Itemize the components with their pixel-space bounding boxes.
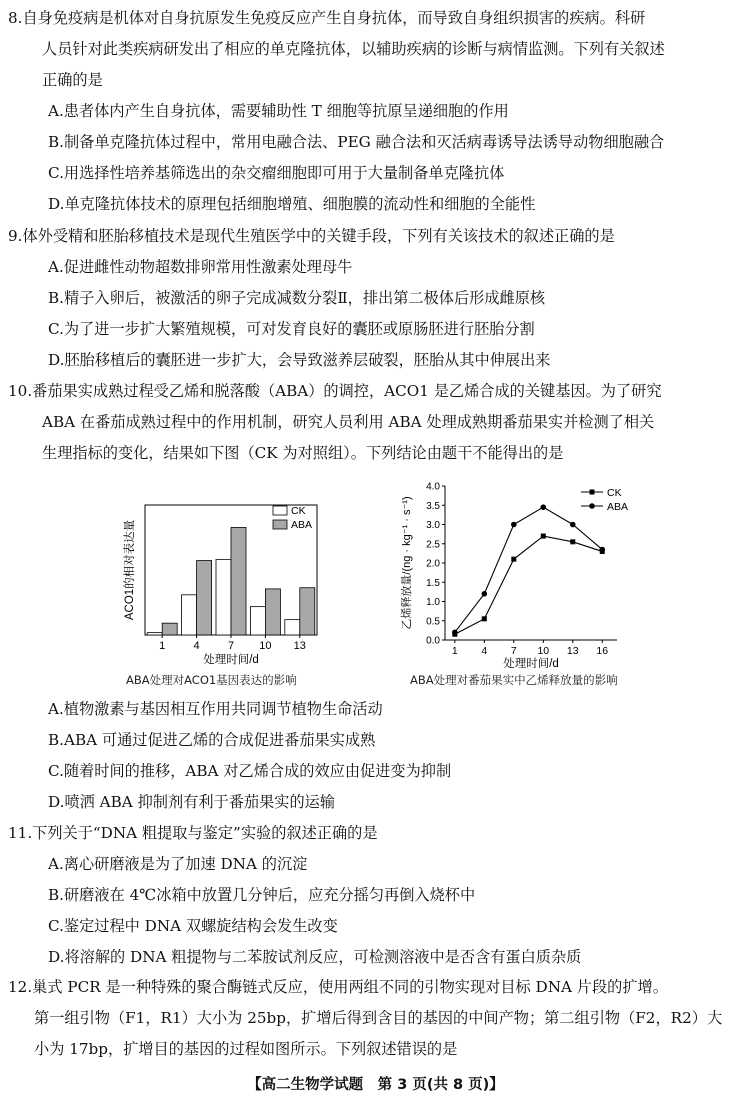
point-aba-10	[540, 504, 546, 510]
x-tick-label: 13	[566, 645, 579, 657]
q10-stem-line: 生理指标的变化，结果如下图（CK 为对照组）。下列结论由题干不能得出的是	[42, 444, 564, 462]
y-tick-label: 4.0	[426, 481, 440, 493]
question-8	[8, 3, 743, 220]
point-aba-13	[570, 522, 576, 528]
point-aba-1	[452, 630, 458, 636]
q11-stem-line: 11.下列关于“DNA 粗提取与鉴定”实验的叙述正确的是	[8, 824, 378, 842]
q10-option-d: D.喷洒 ABA 抑制剂有利于番茄果实的运输	[48, 793, 336, 811]
x-tick-label: 1	[159, 640, 166, 652]
series-line-aba	[455, 507, 602, 632]
q10-option-b: B.ABA 可通过促进乙烯的合成促进番茄果实成熟	[48, 731, 376, 749]
line-chart-caption: ABA处理对番茄果实中乙烯释放量的影响	[410, 673, 618, 687]
y-tick-label: 3.0	[426, 520, 440, 531]
y-tick-label: 1.0	[426, 597, 440, 608]
x-axis-label: 处理时间/d	[203, 654, 259, 665]
point-ck-13	[570, 539, 575, 544]
bar-ck-1	[147, 633, 162, 635]
legend-swatch-ck	[273, 506, 287, 515]
question-10-options	[8, 694, 743, 818]
bar-aba-4	[197, 561, 212, 635]
y-axis-label: 乙烯释放量/(ng · kg⁻¹ · s⁻¹)	[401, 496, 413, 630]
y-tick-label: 0.0	[426, 635, 440, 647]
q8-option-d: D.单克隆抗体技术的原理包括细胞增殖、细胞膜的流动性和细胞的全能性	[48, 195, 536, 213]
x-tick-label: 10	[259, 640, 272, 652]
bar-ck-4	[182, 595, 197, 635]
y-tick-label: 2.5	[426, 539, 440, 551]
bar-chart-caption: ABA处理对ACO1基因表达的影响	[126, 673, 297, 687]
ethylene-line-chart	[385, 478, 655, 668]
legend-marker-aba	[589, 503, 595, 509]
q12-stem-line: 小为 17bp，扩增目的基因的过程如图所示。下列叙述错误的是	[34, 1040, 458, 1058]
q10-option-c: C.随着时间的推移，ABA 对乙烯合成的效应由促进变为抑制	[48, 762, 452, 780]
q10-stem-line: 10.番茄果实成熟过程受乙烯和脱落酸（ABA）的调控，ACO1 是乙烯合成的关键基因。为了研究	[8, 382, 662, 400]
page-footer: 【高二生物学试题 第 3 页(共 8 页)】	[247, 1077, 504, 1093]
x-tick-label: 10	[537, 645, 550, 657]
legend-label-ck: CK	[291, 505, 306, 517]
x-tick-label: 4	[481, 645, 488, 657]
point-ck-4	[482, 616, 487, 621]
q12-stem-line: 第一组引物（F1，R1）大小为 25bp，扩增后得到含目的基因的中间产物；第二组引物（F2，R2）大	[34, 1009, 723, 1027]
aco1-bar-chart-svg	[95, 490, 345, 665]
bar-aba-7	[231, 527, 246, 635]
q11-option-b: B.研磨液在 4℃冰箱中放置几分钟后，应充分摇匀再倒入烧杯中	[48, 886, 476, 904]
question-11	[8, 818, 743, 973]
x-tick-label: 4	[193, 640, 200, 652]
bar-ck-13	[285, 620, 300, 635]
x-tick-label: 16	[596, 645, 609, 657]
bar-ck-10	[250, 607, 265, 635]
q8-stem-line: 8.自身免疫病是机体对自身抗原发生免疫反应产生自身抗体，而导致自身组织损害的疾病。科研	[8, 9, 646, 27]
legend-swatch-aba	[273, 520, 287, 529]
x-tick-label: 13	[293, 640, 306, 652]
x-axis-label: 处理时间/d	[503, 658, 559, 668]
x-tick-label: 7	[510, 645, 517, 657]
q8-option-b: B.制备单克隆抗体过程中，常用电融合法、PEG 融合法和灭活病毒诱导法诱导动物细胞融合	[48, 133, 665, 151]
q11-option-c: C.鉴定过程中 DNA 双螺旋结构会发生改变	[48, 917, 338, 935]
point-aba-16	[599, 547, 605, 553]
point-aba-4	[482, 591, 488, 597]
point-aba-7	[511, 522, 517, 528]
q9-option-a: A.促进雌性动物超数排卵常用性激素处理母牛	[48, 258, 353, 276]
q10-stem-line: ABA 在番茄成熟过程中的作用机制，研究人员利用 ABA 处理成熟期番茄果实并检测了相关	[42, 413, 655, 431]
q8-stem-line: 人员针对此类疾病研发出了相应的单克隆抗体，以辅助疾病的诊断与病情监测。下列有关叙述	[42, 40, 665, 58]
q11-option-a: A.离心研磨液是为了加速 DNA 的沉淀	[48, 855, 308, 873]
ethylene-line-chart-svg	[385, 478, 655, 668]
question-9	[8, 221, 743, 376]
question-12	[8, 972, 743, 1065]
bar-aba-1	[162, 623, 177, 635]
q12-stem-line: 12.巢式 PCR 是一种特殊的聚合酶链式反应，使用两组不同的引物实现对目标 DNA 片段的扩增。	[8, 978, 668, 996]
q10-option-a: A.植物激素与基因相互作用共同调节植物生命活动	[48, 700, 383, 718]
q8-option-a: A.患者体内产生自身抗体，需要辅助性 T 细胞等抗原呈递细胞的作用	[48, 102, 509, 120]
legend-label-ck: CK	[607, 487, 622, 499]
point-ck-7	[511, 557, 516, 562]
legend-label-aba: ABA	[291, 519, 313, 531]
q8-stem-line: 正确的是	[42, 71, 103, 89]
y-tick-label: 3.5	[426, 500, 440, 512]
q9-option-b: B.精子入卵后，被激活的卵子完成减数分裂Ⅱ，排出第二极体后形成雌原核	[48, 289, 546, 307]
y-axis-label: ACO1的相对表达量	[124, 519, 136, 621]
y-tick-label: 0.5	[426, 616, 440, 628]
x-tick-label: 1	[451, 645, 458, 657]
q8-option-c: C.用选择性培养基筛选出的杂交瘤细胞即可用于大量制备单克隆抗体	[48, 164, 505, 182]
y-tick-label: 1.5	[426, 577, 440, 589]
x-tick-label: 7	[227, 640, 235, 652]
bar-ck-7	[216, 559, 231, 635]
q9-option-c: C.为了进一步扩大繁殖规模，可对发育良好的囊胚或原肠胚进行胚胎分割	[48, 320, 535, 338]
legend-marker-ck	[590, 490, 595, 495]
legend-label-aba: ABA	[607, 501, 629, 513]
series-line-ck	[455, 536, 602, 634]
q9-option-d: D.胚胎移植后的囊胚进一步扩大，会导致滋养层破裂，胚胎从其中伸展出来	[48, 351, 551, 369]
bar-aba-10	[265, 589, 280, 635]
q9-stem-line: 9.体外受精和胚胎移植技术是现代生殖医学中的关键手段，下列有关该技术的叙述正确的是	[8, 227, 615, 245]
y-tick-label: 2.0	[426, 558, 440, 570]
point-ck-10	[541, 534, 546, 539]
question-10	[8, 376, 743, 469]
aco1-bar-chart	[95, 490, 345, 665]
bar-aba-13	[300, 588, 315, 635]
q11-option-d: D.将溶解的 DNA 粗提物与二苯胺试剂反应，可检测溶液中是否含有蛋白质杂质	[48, 948, 582, 966]
